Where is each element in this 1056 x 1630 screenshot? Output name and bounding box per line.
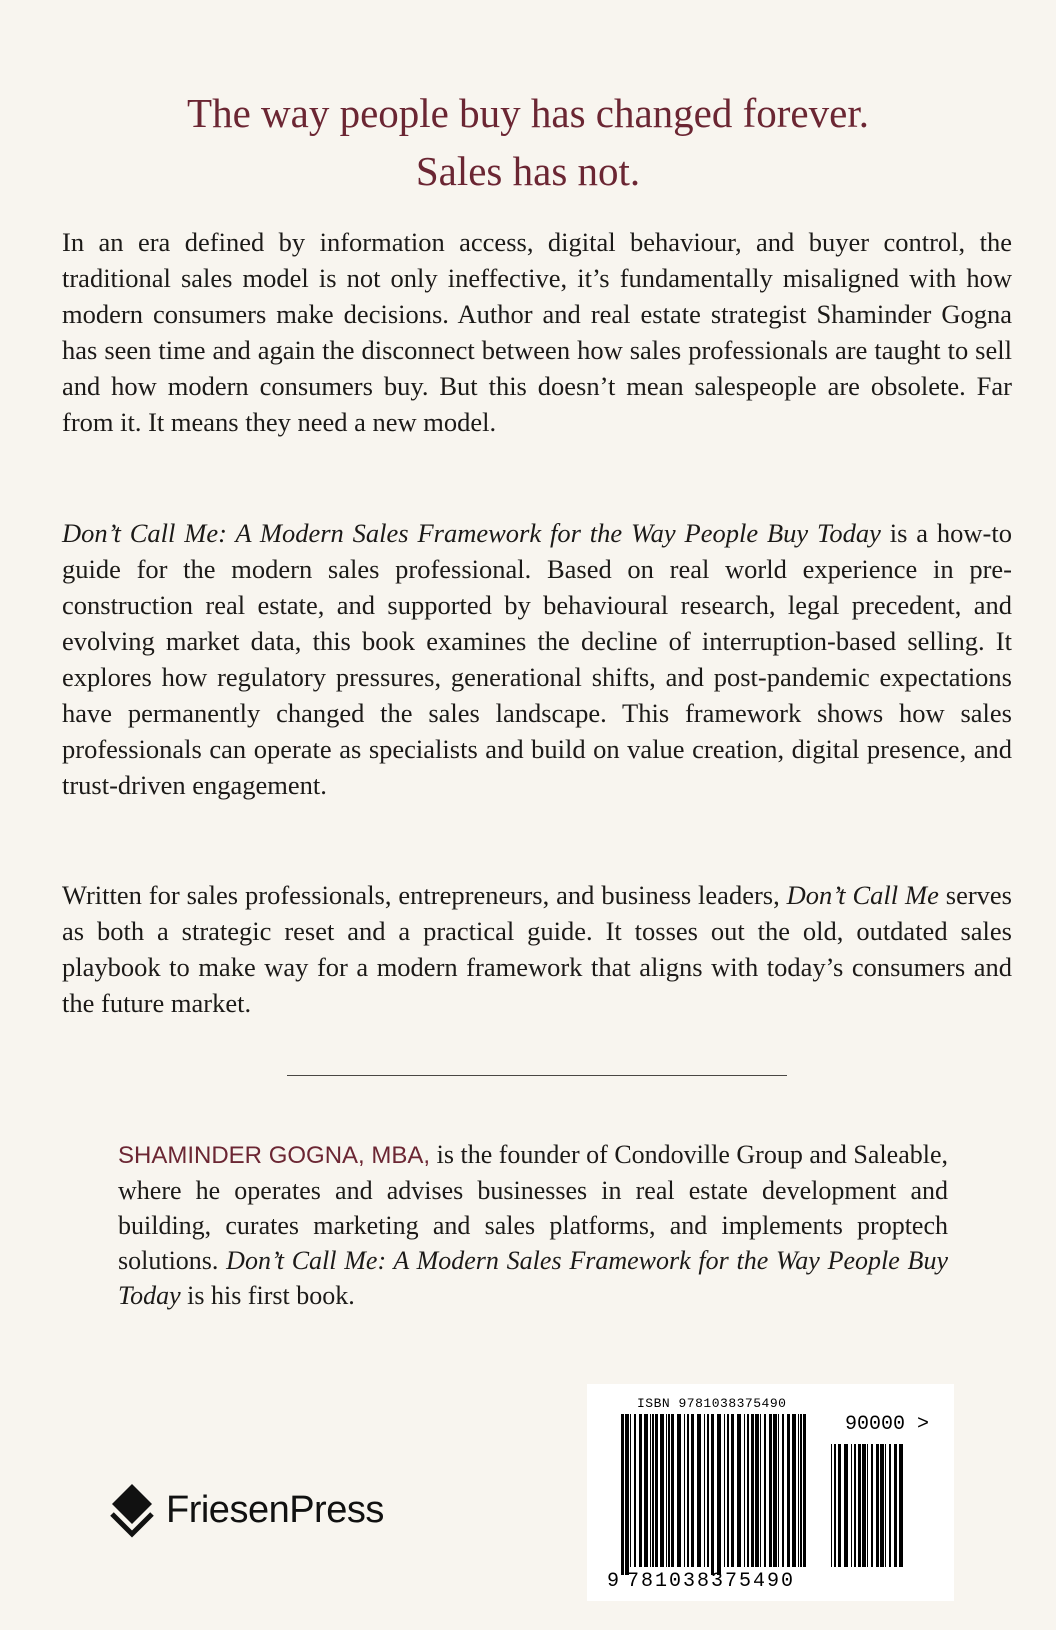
paragraph-3-text-after: serves as both a strategic reset and a practical guide. It tosses out the old, outdated sales playbook to make way for a modern framework that aligns with today’s consumers and the future market.: [62, 880, 1012, 1018]
barcode-bar: [769, 1414, 772, 1567]
barcode-bar: [639, 1414, 642, 1567]
book-title-short: Don’t Call Me: [786, 880, 939, 910]
barcode-bar: [858, 1444, 861, 1567]
barcode-bar: [652, 1414, 654, 1567]
barcode-bar: [630, 1414, 631, 1567]
barcode-bar: [737, 1414, 741, 1567]
barcode-bar: [677, 1414, 681, 1567]
headline-line-2: Sales has not.: [415, 148, 641, 194]
friesenpress-logo-icon: [108, 1482, 156, 1538]
barcode-bar: [778, 1414, 779, 1567]
barcode-bar: [889, 1444, 891, 1567]
barcode-bar: [747, 1414, 749, 1567]
headline-line-1: The way people buy has changed forever.: [187, 90, 869, 136]
barcode-bar: [727, 1414, 729, 1567]
headline: [0, 84, 1056, 200]
barcode-bar: [800, 1414, 802, 1567]
barcode-bar: [660, 1414, 664, 1567]
barcode-bar: [687, 1414, 689, 1567]
barcode-bar: [862, 1444, 866, 1567]
barcode-bar: [711, 1414, 714, 1575]
barcode-bar: [834, 1444, 836, 1567]
barcode-bar: [798, 1414, 799, 1567]
barcode-bar: [634, 1414, 636, 1567]
barcode-bar: [899, 1444, 903, 1567]
barcode-bar: [885, 1444, 886, 1567]
publisher-name: FriesenPress: [166, 1488, 384, 1531]
barcode-bar: [691, 1414, 694, 1567]
ean-first-digit: 9: [607, 1570, 620, 1593]
barcode-bar: [655, 1414, 658, 1567]
ean-right-group: 375490: [711, 1570, 796, 1593]
barcode-bar: [731, 1414, 734, 1567]
barcode-bar: [707, 1414, 709, 1567]
bio-book-title: Don’t Call Me: A Modern Sales Framework for the Way People Buy Today: [118, 1246, 948, 1310]
barcode-bar: [764, 1414, 766, 1567]
paragraph-3-text-before: Written for sales professionals, entrepreneurs, and business leaders,: [62, 880, 787, 910]
barcode-bar: [803, 1414, 806, 1567]
ean-left-group: 781038: [627, 1570, 712, 1593]
barcode-bar: [787, 1414, 790, 1567]
barcode-bar: [650, 1414, 651, 1567]
barcode-bar: [751, 1414, 754, 1567]
barcode-bar: [871, 1444, 873, 1567]
barcode-bar: [697, 1414, 701, 1567]
author-bio: [118, 1137, 948, 1313]
isbn-label: ISBN 9781038375490: [637, 1396, 787, 1411]
barcode-bar: [717, 1414, 721, 1575]
barcode-bar: [876, 1444, 879, 1567]
barcode-bar: [644, 1414, 648, 1567]
description-paragraph-1: In an era defined by information access, digital behaviour, and buyer control, the traditional sales model is not only ineffective, it’s fundamentally misaligned with how modern consumers make decisions. Author and real estate strategist Shaminder Gogna has seen time and again the disconnect between how sales professionals are taught to sell and how modern consumers buy. But this doesn’t mean salespeople are obsolete. Far from it. It means they need a new model.: [62, 227, 1012, 437]
price-code: 90000 >: [845, 1413, 930, 1436]
barcode-bar: [880, 1444, 884, 1567]
barcode-bar: [894, 1444, 897, 1567]
barcode-bar: [704, 1414, 705, 1567]
barcode-bar: [854, 1444, 856, 1567]
barcode-bar: [760, 1414, 761, 1567]
barcode-bar: [666, 1414, 667, 1567]
publisher-logo: [108, 1482, 384, 1538]
barcode-bar: [851, 1444, 852, 1567]
barcode-bar: [867, 1444, 868, 1567]
barcode-bar: [668, 1414, 670, 1567]
bio-text-before: is the founder of Condoville Group and Saleable, where he operates and advises businesses in real estate development and building, curates marketing and sales platforms, and implements proptech solutions.: [118, 1140, 948, 1275]
book-title: Don’t Call Me: A Modern Sales Framework for the Way People Buy Today: [62, 518, 881, 548]
barcode-bar: [621, 1414, 624, 1575]
barcode-bar: [782, 1414, 784, 1567]
barcode-bar: [724, 1414, 725, 1567]
barcode-bar: [625, 1414, 629, 1575]
barcode-bar: [671, 1414, 674, 1567]
barcode-bar: [792, 1414, 796, 1567]
paragraph-2-text: is a how-to guide for the modern sales professional. Based on real world experience in pre-construction real estate, and supported by behavioural research, legal precedent, and evolving market data, this book examines the decline of interruption-based selling. It explores how regulatory pressures, generational shifts, and post-pandemic expectations have permanently changed the sales landscape. This framework shows how sales professionals can operate as specialists and build on value creation, digital presence, and trust-driven engagement.: [62, 518, 1012, 800]
section-divider: [287, 1075, 787, 1076]
barcode-bar: [838, 1444, 841, 1567]
description-paragraph-3: [62, 877, 1012, 1021]
author-name: SHAMINDER GOGNA, MBA,: [118, 1142, 431, 1169]
barcode-bar: [844, 1444, 848, 1567]
description-paragraph-2: [62, 515, 1012, 803]
barcode-bar: [744, 1414, 745, 1567]
barcode-bar: [684, 1414, 685, 1567]
barcode-bar: [831, 1444, 832, 1567]
bio-text-after: is his first book.: [180, 1281, 355, 1310]
barcode-bar: [773, 1414, 777, 1567]
isbn-barcode: [587, 1384, 954, 1601]
barcode-bar: [755, 1414, 759, 1567]
